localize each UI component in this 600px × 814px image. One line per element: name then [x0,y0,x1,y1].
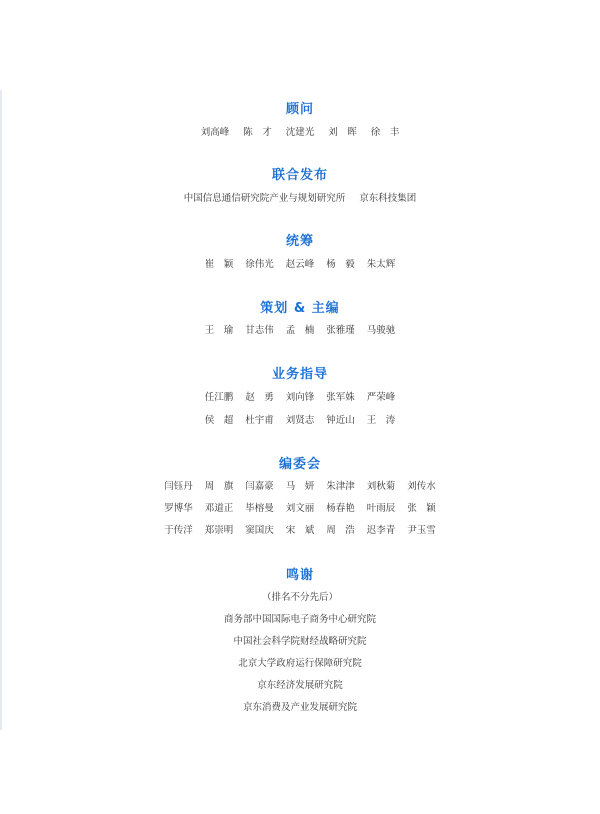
committee-row-1 [0,478,600,492]
committee-name: 闫钰丹 [164,481,193,492]
section-title-planning: 策划 & 主编 [260,301,340,316]
advisor-name: 沈建光 [285,127,315,138]
committee-name: 宋 斌 [285,525,315,536]
advisor-name: 刘高峰 [200,127,230,138]
section-title-coordination: 统筹 [285,234,314,249]
thanks-org: 中国社会科学院财经战略研究院 [233,636,367,647]
committee-name: 周 旗 [204,481,234,492]
thanks-org: 商务部中国国际电子商务中心研究院 [223,614,376,625]
thanks-org: 京东经济发展研究院 [257,680,343,691]
thanks-note: （排名不分先后） [261,592,338,603]
committee-name: 尹玉雪 [407,525,436,536]
planning-row [0,322,600,336]
committee-row-3 [0,522,600,536]
guidance-name: 王 涛 [366,415,396,426]
committee-name: 叶雨辰 [366,503,396,514]
committee-name: 张 颖 [407,503,436,514]
advisor-name: 陈 才 [243,127,272,138]
publishers-row [0,190,600,204]
guidance-name: 钟近山 [326,415,355,426]
committee-name: 闫嘉豪 [245,481,274,492]
committee-row-2 [0,500,600,514]
committee-name: 毕榕曼 [245,503,274,514]
committee-name: 朱津津 [326,481,355,492]
committee-name: 窦国庆 [245,525,274,536]
planning-name: 甘志伟 [245,325,274,336]
guidance-name: 张军姝 [326,392,355,403]
publisher-name: 中国信息通信研究院产业与规划研究所 [183,193,346,204]
section-title-guidance: 业务指导 [271,367,328,382]
planning-name: 马骏驰 [366,325,396,336]
section-title-publishers: 联合发布 [271,168,328,183]
thanks-org: 京东消费及产业发展研究院 [242,702,357,713]
section-title-advisors: 顾问 [285,102,314,117]
committee-name: 刘秋菊 [366,481,396,492]
section-title-committee: 编委会 [278,457,321,472]
planning-name: 王 瑜 [204,325,234,336]
coordination-name: 徐伟光 [245,259,274,270]
section-title-thanks: 鸣谢 [285,568,314,583]
coordination-row [0,256,600,270]
committee-name: 周 浩 [326,525,355,536]
planning-name: 张雅瑾 [326,325,355,336]
committee-name: 郑崇明 [204,525,234,536]
guidance-name: 严荣峰 [366,392,396,403]
guidance-row-2 [0,412,600,426]
advisor-name: 刘 晖 [328,127,357,138]
coordination-name: 赵云峰 [285,259,315,270]
guidance-name: 赵 勇 [245,392,274,403]
committee-name: 邓道正 [204,503,234,514]
committee-name: 于传洋 [164,525,193,536]
guidance-name: 侯 超 [204,415,234,426]
advisors-row [0,124,600,138]
advisor-name: 徐 丰 [370,127,400,138]
committee-name: 刘文丽 [285,503,315,514]
coordination-name: 朱太辉 [366,259,396,270]
guidance-name: 任江鹏 [204,392,234,403]
thanks-org: 北京大学政府运行保障研究院 [238,658,362,669]
committee-name: 罗博华 [164,503,193,514]
committee-name: 马 妍 [285,481,315,492]
guidance-name: 杜宇甫 [245,415,274,426]
committee-name: 刘传水 [407,481,436,492]
guidance-row-1 [0,389,600,403]
committee-name: 杨春艳 [326,503,355,514]
guidance-name: 刘向锋 [285,392,315,403]
coordination-name: 杨 毅 [326,259,355,270]
publisher-name: 京东科技集团 [359,193,417,204]
guidance-name: 刘贤志 [285,415,315,426]
committee-name: 迟李青 [366,525,396,536]
planning-name: 孟 楠 [285,325,315,336]
coordination-name: 崔 颖 [204,259,234,270]
